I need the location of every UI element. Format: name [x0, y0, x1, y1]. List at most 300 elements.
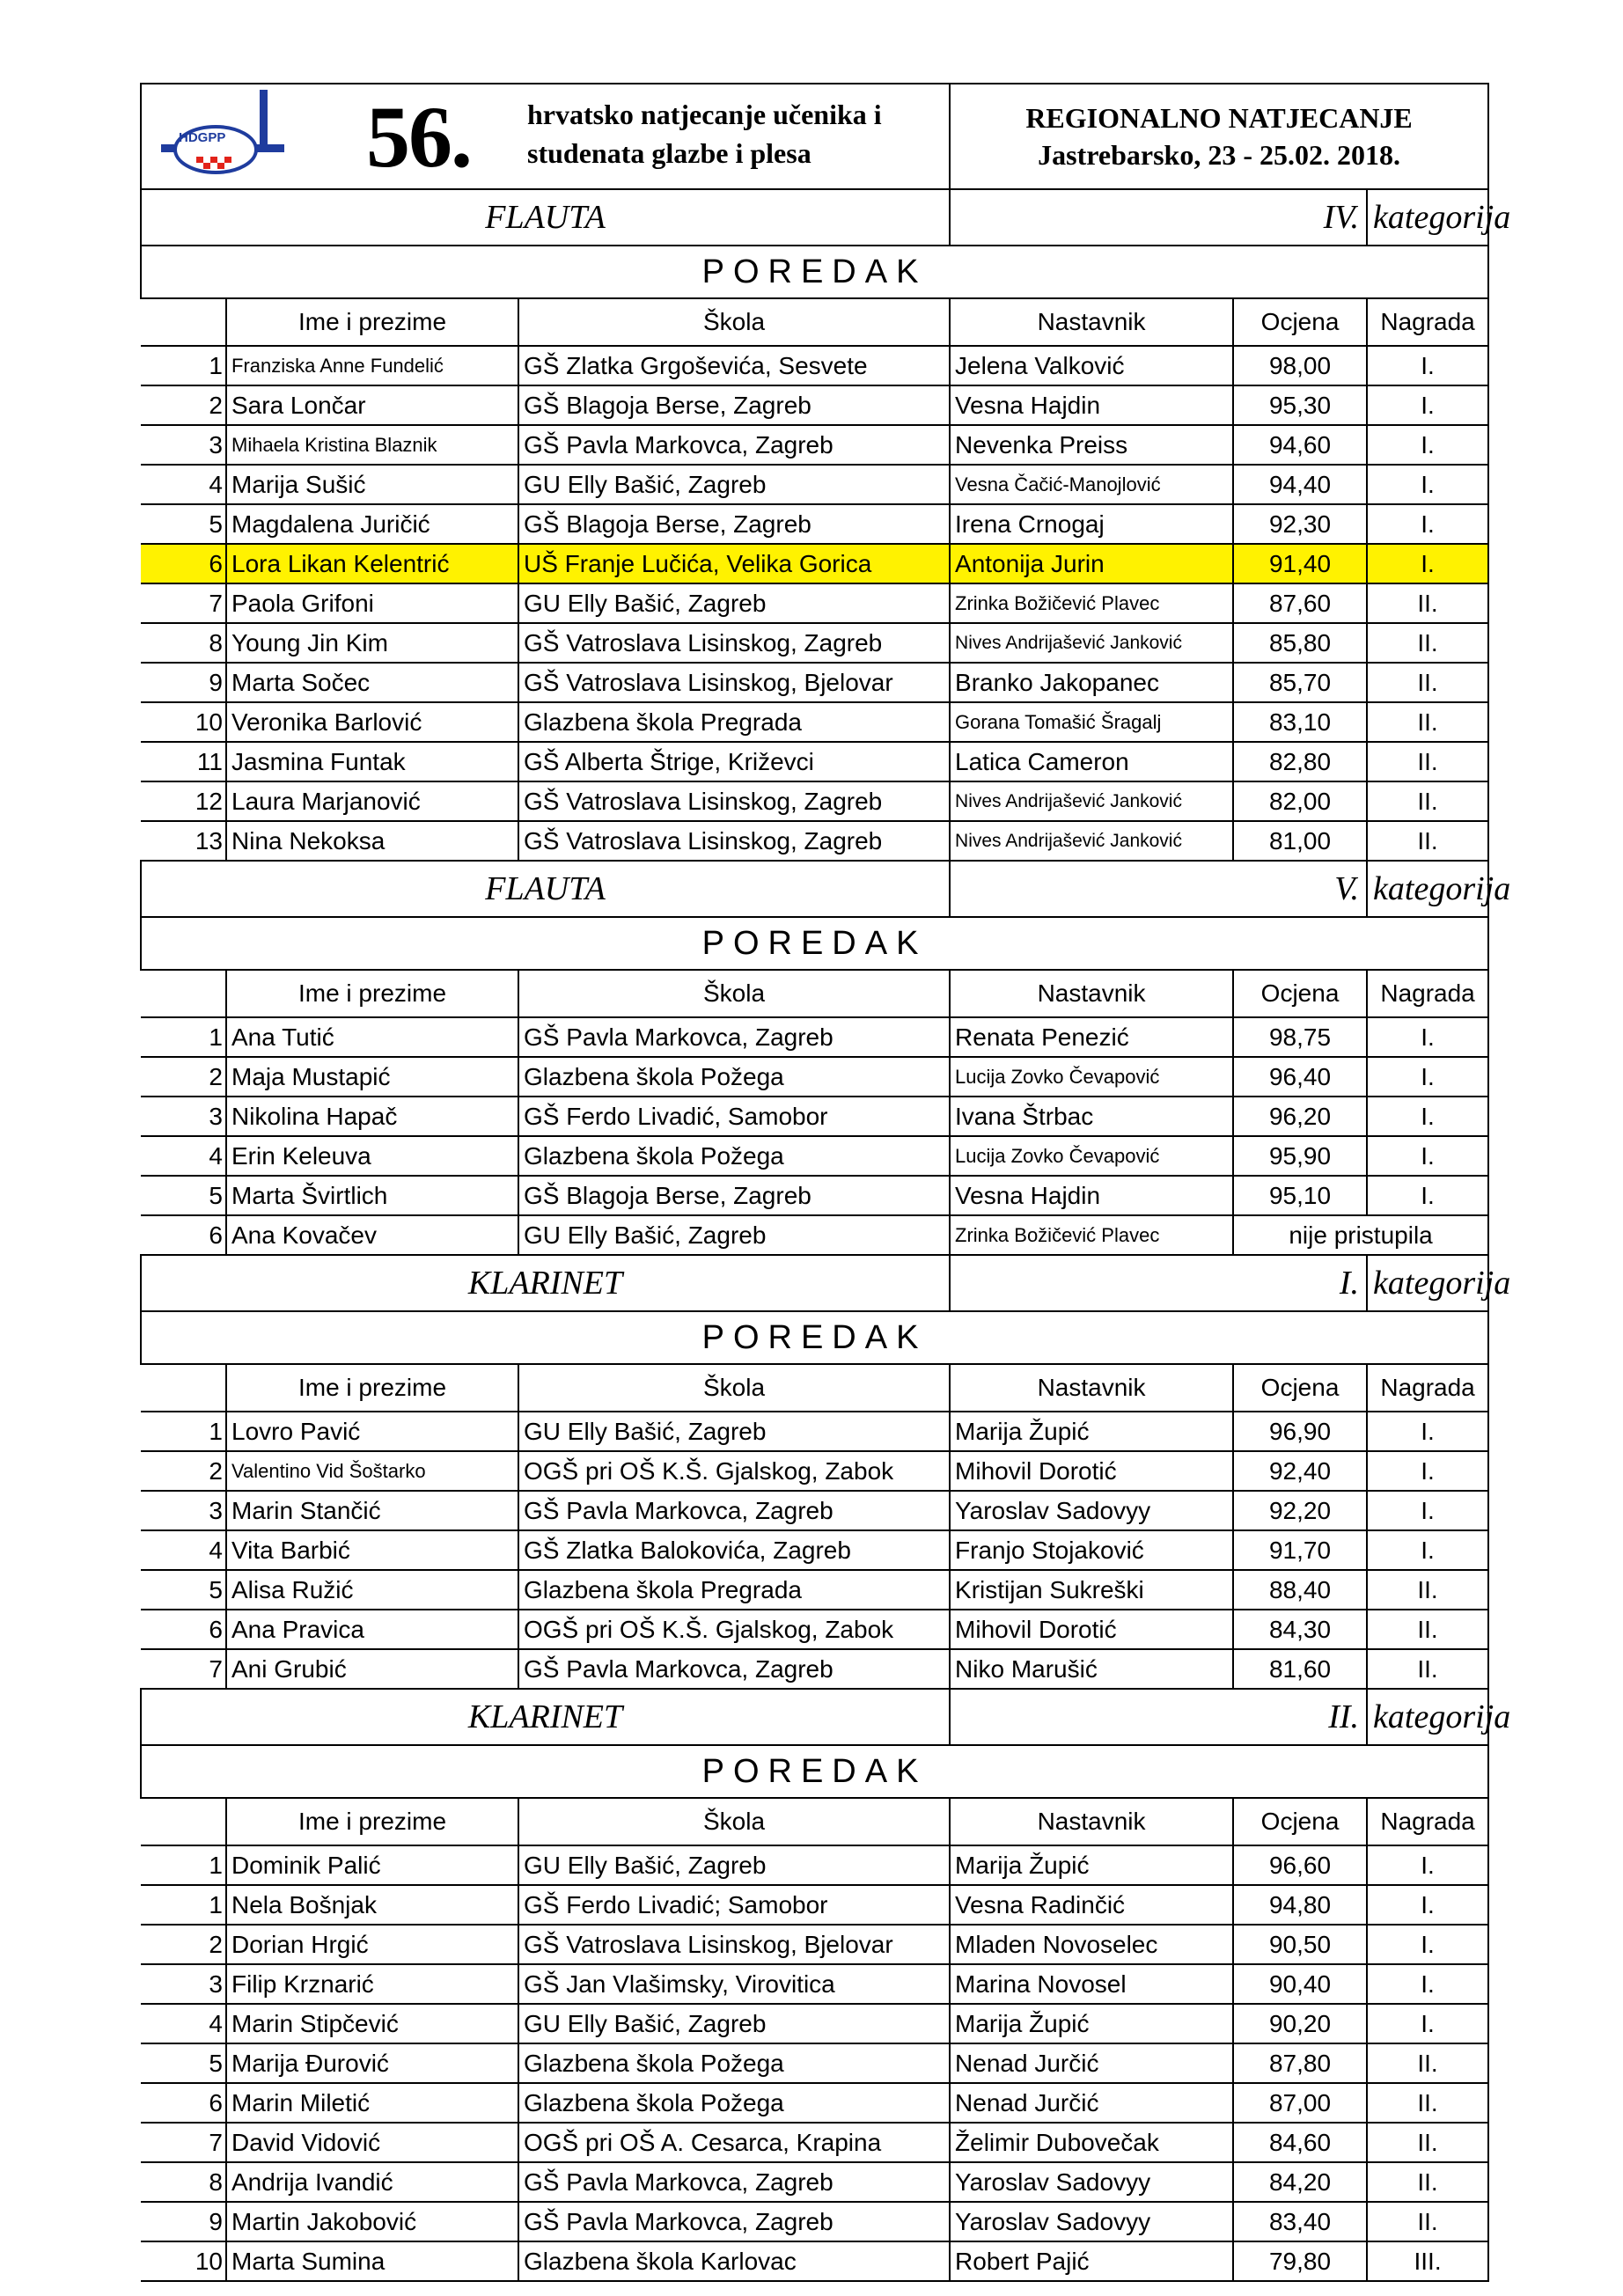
name-cell: Lovro Pavić — [226, 1412, 518, 1451]
instrument-name: FLAUTA — [141, 189, 950, 246]
table-row — [141, 1491, 1488, 1530]
teacher-cell: Vesna Hajdin — [950, 1176, 1233, 1215]
prize-cell: III. — [1367, 2241, 1488, 2281]
score-cell: 82,00 — [1233, 781, 1367, 821]
name-cell: Nina Nekoksa — [226, 821, 518, 861]
name-cell: Dorian Hrgić — [226, 1925, 518, 1964]
teacher-cell: Vesna Hajdin — [950, 385, 1233, 425]
teacher-cell: Yaroslav Sadovyy — [950, 1491, 1233, 1530]
prize-cell: I. — [1367, 465, 1488, 504]
prize-cell: II. — [1367, 2123, 1488, 2162]
name-cell: Jasmina Funtak — [226, 742, 518, 781]
school-cell: GŠ Vatroslava Lisinskog, Bjelovar — [518, 663, 950, 702]
rank-header-blank — [141, 298, 226, 346]
score-cell: 90,40 — [1233, 1964, 1367, 2004]
prize-cell: II. — [1367, 2202, 1488, 2241]
name-cell: Marin Miletić — [226, 2083, 518, 2123]
rank-cell: 1 — [141, 1017, 226, 1057]
score-cell: 95,30 — [1233, 385, 1367, 425]
header-name: Ime i prezime — [226, 1798, 518, 1845]
teacher-cell: Renata Penezić — [950, 1017, 1233, 1057]
rank-header-blank — [141, 1364, 226, 1412]
score-cell: 92,20 — [1233, 1491, 1367, 1530]
category-label: kategorija — [1367, 1255, 1488, 1311]
teacher-cell: Mladen Novoselec — [950, 1925, 1233, 1964]
prize-cell: II. — [1367, 742, 1488, 781]
rank-cell: 4 — [141, 2004, 226, 2043]
name-cell: Marija Đurović — [226, 2043, 518, 2083]
rank-cell: 7 — [141, 1649, 226, 1689]
school-cell: GU Elly Bašić, Zagreb — [518, 1412, 950, 1451]
rank-cell: 2 — [141, 385, 226, 425]
school-cell: GU Elly Bašić, Zagreb — [518, 2004, 950, 2043]
prize-cell: I. — [1367, 1451, 1488, 1491]
rank-cell: 3 — [141, 1491, 226, 1530]
teacher-cell: Yaroslav Sadovyy — [950, 2202, 1233, 2241]
table-row — [141, 1017, 1488, 1057]
teacher-cell: Mihovil Dorotić — [950, 1610, 1233, 1649]
school-cell: Glazbena škola Požega — [518, 2043, 950, 2083]
table-row — [141, 1845, 1488, 1885]
header-score: Ocjena — [1233, 1364, 1367, 1412]
teacher-cell: Kristijan Sukreški — [950, 1570, 1233, 1610]
teacher-cell: Yaroslav Sadovyy — [950, 2162, 1233, 2202]
rank-cell: 1 — [141, 1885, 226, 1925]
table-row — [141, 425, 1488, 465]
score-cell: 87,00 — [1233, 2083, 1367, 2123]
name-cell: Young Jin Kim — [226, 623, 518, 663]
table-row — [141, 1451, 1488, 1491]
header-prize: Nagrada — [1367, 1364, 1488, 1412]
name-cell: Ana Pravica — [226, 1610, 518, 1649]
ranking-label: POREDAK — [141, 1311, 1488, 1364]
table-row — [141, 1610, 1488, 1649]
rank-cell: 5 — [141, 1176, 226, 1215]
school-cell: GŠ Pavla Markovca, Zagreb — [518, 2162, 950, 2202]
rank-cell: 2 — [141, 1451, 226, 1491]
table-row — [141, 663, 1488, 702]
document-header — [141, 84, 1488, 189]
category-label: kategorija — [1367, 861, 1488, 917]
school-cell: Glazbena škola Karlovac — [518, 2241, 950, 2281]
header-school: Škola — [518, 1798, 950, 1845]
results-table — [140, 83, 1511, 2282]
school-cell: GŠ Pavla Markovca, Zagreb — [518, 1649, 950, 1689]
table-row — [141, 1570, 1488, 1610]
score-cell: 94,60 — [1233, 425, 1367, 465]
header-score: Ocjena — [1233, 970, 1367, 1017]
rank-cell: 1 — [141, 1845, 226, 1885]
prize-cell: I. — [1367, 1530, 1488, 1570]
section-heading — [141, 1689, 1488, 1745]
score-cell: 95,10 — [1233, 1176, 1367, 1215]
score-cell: 84,60 — [1233, 2123, 1367, 2162]
rank-cell: 13 — [141, 821, 226, 861]
score-cell: 90,50 — [1233, 1925, 1367, 1964]
instrument-name: FLAUTA — [141, 861, 950, 917]
rank-cell: 7 — [141, 2123, 226, 2162]
score-cell: 88,40 — [1233, 1570, 1367, 1610]
rank-cell: 6 — [141, 544, 226, 583]
school-cell: GŠ Pavla Markovca, Zagreb — [518, 425, 950, 465]
column-header-row — [141, 1364, 1488, 1412]
teacher-cell: Mihovil Dorotić — [950, 1451, 1233, 1491]
school-cell: GŠ Vatroslava Lisinskog, Bjelovar — [518, 1925, 950, 1964]
header-school: Škola — [518, 970, 950, 1017]
table-row — [141, 1649, 1488, 1689]
school-cell: Glazbena škola Pregrada — [518, 1570, 950, 1610]
teacher-cell: Nenad Jurčić — [950, 2083, 1233, 2123]
score-cell: 81,00 — [1233, 821, 1367, 861]
score-cell: 95,90 — [1233, 1136, 1367, 1176]
rank-cell: 10 — [141, 2241, 226, 2281]
school-cell: Glazbena škola Požega — [518, 2083, 950, 2123]
school-cell: GU Elly Bašić, Zagreb — [518, 465, 950, 504]
table-row — [141, 346, 1488, 385]
rank-cell: 6 — [141, 1215, 226, 1255]
score-cell: 90,20 — [1233, 2004, 1367, 2043]
rank-cell: 7 — [141, 583, 226, 623]
name-cell: Laura Marjanović — [226, 781, 518, 821]
school-cell: GŠ Vatroslava Lisinskog, Zagreb — [518, 781, 950, 821]
score-cell: 94,80 — [1233, 1885, 1367, 1925]
school-cell: GŠ Vatroslava Lisinskog, Zagreb — [518, 821, 950, 861]
ranking-heading — [141, 917, 1488, 970]
ranking-label: POREDAK — [141, 246, 1488, 298]
prize-cell: I. — [1367, 2004, 1488, 2043]
table-row — [141, 702, 1488, 742]
header-school: Škola — [518, 298, 950, 346]
name-cell: Ana Tutić — [226, 1017, 518, 1057]
score-cell: 92,40 — [1233, 1451, 1367, 1491]
prize-cell: I. — [1367, 1097, 1488, 1136]
score-cell: 84,20 — [1233, 2162, 1367, 2202]
name-cell: Marta Sumina — [226, 2241, 518, 2281]
category-number: II. — [950, 1689, 1367, 1745]
table-row — [141, 1925, 1488, 1964]
score-cell: 91,40 — [1233, 544, 1367, 583]
competition-title-line2: studenata glazbe i plesa — [527, 137, 812, 169]
prize-cell: II. — [1367, 1649, 1488, 1689]
teacher-cell: Ivana Štrbac — [950, 1097, 1233, 1136]
prize-cell: I. — [1367, 1017, 1488, 1057]
column-header-row — [141, 1798, 1488, 1845]
teacher-cell: Irena Crnogaj — [950, 504, 1233, 544]
rank-cell: 10 — [141, 702, 226, 742]
ranking-label: POREDAK — [141, 1745, 1488, 1798]
teacher-cell: Nives Andrijašević Janković — [950, 821, 1233, 861]
score-cell: 96,20 — [1233, 1097, 1367, 1136]
prize-cell: I. — [1367, 1136, 1488, 1176]
table-row — [141, 1530, 1488, 1570]
score-cell: 96,40 — [1233, 1057, 1367, 1097]
name-cell: Sara Lončar — [226, 385, 518, 425]
score-cell: 85,80 — [1233, 623, 1367, 663]
rank-cell: 3 — [141, 425, 226, 465]
prize-cell: II. — [1367, 1610, 1488, 1649]
event-name: REGIONALNO NATJECANJE — [1025, 102, 1413, 134]
name-cell: Mihaela Kristina Blaznik — [226, 425, 518, 465]
instrument-name: KLARINET — [141, 1689, 950, 1745]
header-name: Ime i prezime — [226, 1364, 518, 1412]
header-teacher: Nastavnik — [950, 298, 1233, 346]
teacher-cell: Vesna Radinčić — [950, 1885, 1233, 1925]
table-row — [141, 2004, 1488, 2043]
school-cell: GŠ Zlatka Balokovića, Zagreb — [518, 1530, 950, 1570]
header-teacher: Nastavnik — [950, 1364, 1233, 1412]
prize-cell: II. — [1367, 821, 1488, 861]
name-cell: Franziska Anne Fundelić — [226, 346, 518, 385]
rank-cell: 5 — [141, 504, 226, 544]
teacher-cell: Robert Pajić — [950, 2241, 1233, 2281]
name-cell: Marija Sušić — [226, 465, 518, 504]
name-cell: Ani Grubić — [226, 1649, 518, 1689]
table-row — [141, 2162, 1488, 2202]
table-row — [141, 1136, 1488, 1176]
rank-cell: 3 — [141, 1097, 226, 1136]
name-cell: Dominik Palić — [226, 1845, 518, 1885]
table-row — [141, 544, 1488, 583]
table-row — [141, 781, 1488, 821]
score-cell: 98,00 — [1233, 346, 1367, 385]
category-label: kategorija — [1367, 189, 1488, 246]
table-row — [141, 583, 1488, 623]
name-cell: Marin Stipčević — [226, 2004, 518, 2043]
table-row — [141, 385, 1488, 425]
ranking-label: POREDAK — [141, 917, 1488, 970]
name-cell: Filip Krznarić — [226, 1964, 518, 2004]
score-cell: 92,30 — [1233, 504, 1367, 544]
score-cell: 96,90 — [1233, 1412, 1367, 1451]
section-heading — [141, 861, 1488, 917]
teacher-cell: Nives Andrijašević Janković — [950, 781, 1233, 821]
table-row — [141, 2043, 1488, 2083]
prize-cell: II. — [1367, 583, 1488, 623]
competition-title — [527, 95, 882, 172]
school-cell: GŠ Pavla Markovca, Zagreb — [518, 1017, 950, 1057]
teacher-cell: Lucija Zovko Čevapović — [950, 1136, 1233, 1176]
teacher-cell: Niko Marušić — [950, 1649, 1233, 1689]
name-cell: Erin Keleuva — [226, 1136, 518, 1176]
score-cell: 87,60 — [1233, 583, 1367, 623]
rank-cell: 5 — [141, 2043, 226, 2083]
score-cell: 83,40 — [1233, 2202, 1367, 2241]
score-cell: 83,10 — [1233, 702, 1367, 742]
prize-cell: II. — [1367, 663, 1488, 702]
table-row — [141, 1964, 1488, 2004]
rank-cell: 5 — [141, 1570, 226, 1610]
name-cell: Nela Bošnjak — [226, 1885, 518, 1925]
teacher-cell: Marija Župić — [950, 1412, 1233, 1451]
name-cell: Nikolina Hapač — [226, 1097, 518, 1136]
column-header-row — [141, 970, 1488, 1017]
name-cell: David Vidović — [226, 2123, 518, 2162]
header-prize: Nagrada — [1367, 1798, 1488, 1845]
prize-cell: I. — [1367, 504, 1488, 544]
header-name: Ime i prezime — [226, 970, 518, 1017]
rank-cell: 9 — [141, 663, 226, 702]
header-score: Ocjena — [1233, 1798, 1367, 1845]
name-cell: Veronika Barlović — [226, 702, 518, 742]
column-header-row — [141, 298, 1488, 346]
prize-cell: II. — [1367, 1570, 1488, 1610]
rank-header-blank — [141, 1798, 226, 1845]
name-cell: Lora Likan Kelentrić — [226, 544, 518, 583]
table-row — [141, 2202, 1488, 2241]
ranking-heading — [141, 1311, 1488, 1364]
table-row — [141, 1885, 1488, 1925]
ranking-heading — [141, 1745, 1488, 1798]
instrument-name: KLARINET — [141, 1255, 950, 1311]
teacher-cell: Gorana Tomašić Šragalj — [950, 702, 1233, 742]
teacher-cell: Antonija Jurin — [950, 544, 1233, 583]
header-prize: Nagrada — [1367, 970, 1488, 1017]
school-cell: OGŠ pri OŠ K.Š. Gjalskog, Zabok — [518, 1451, 950, 1491]
school-cell: OGŠ pri OŠ A. Cesarca, Krapina — [518, 2123, 950, 2162]
score-cell: 82,80 — [1233, 742, 1367, 781]
table-row — [141, 504, 1488, 544]
rank-cell: 1 — [141, 346, 226, 385]
teacher-cell: Zrinka Božičević Plavec — [950, 583, 1233, 623]
teacher-cell: Marija Župić — [950, 1845, 1233, 1885]
prize-cell: II. — [1367, 781, 1488, 821]
table-row — [141, 623, 1488, 663]
teacher-cell: Latica Cameron — [950, 742, 1233, 781]
school-cell: GŠ Blagoja Berse, Zagreb — [518, 1176, 950, 1215]
name-cell: Vita Barbić — [226, 1530, 518, 1570]
prize-cell: II. — [1367, 2083, 1488, 2123]
rank-cell: 3 — [141, 1964, 226, 2004]
school-cell: UŠ Franje Lučića, Velika Gorica — [518, 544, 950, 583]
header-teacher: Nastavnik — [950, 1798, 1233, 1845]
school-cell: GŠ Blagoja Berse, Zagreb — [518, 385, 950, 425]
name-cell: Martin Jakobović — [226, 2202, 518, 2241]
prize-cell: II. — [1367, 623, 1488, 663]
prize-cell: I. — [1367, 544, 1488, 583]
rank-cell: 4 — [141, 1136, 226, 1176]
prize-cell: I. — [1367, 1057, 1488, 1097]
school-cell: Glazbena škola Požega — [518, 1136, 950, 1176]
prize-cell: I. — [1367, 1176, 1488, 1215]
name-cell: Marin Stančić — [226, 1491, 518, 1530]
competition-title-line1: hrvatsko natjecanje učenika i — [527, 99, 882, 130]
teacher-cell: Nenad Jurčić — [950, 2043, 1233, 2083]
name-cell: Maja Mustapić — [226, 1057, 518, 1097]
table-row — [141, 1097, 1488, 1136]
school-cell: GŠ Ferdo Livadić, Samobor — [518, 1097, 950, 1136]
section-heading — [141, 1255, 1488, 1311]
table-row — [141, 742, 1488, 781]
score-cell: 87,80 — [1233, 2043, 1367, 2083]
ranking-heading — [141, 246, 1488, 298]
table-row — [141, 465, 1488, 504]
name-cell: Paola Grifoni — [226, 583, 518, 623]
teacher-cell: Franjo Stojaković — [950, 1530, 1233, 1570]
school-cell: Glazbena škola Pregrada — [518, 702, 950, 742]
table-row — [141, 1412, 1488, 1451]
table-row — [141, 2241, 1488, 2281]
category-number: IV. — [950, 189, 1367, 246]
rank-cell: 2 — [141, 1057, 226, 1097]
category-number: I. — [950, 1255, 1367, 1311]
rank-cell: 4 — [141, 1530, 226, 1570]
prize-cell: II. — [1367, 702, 1488, 742]
school-cell: GŠ Ferdo Livadić; Samobor — [518, 1885, 950, 1925]
teacher-cell: Lucija Zovko Čevapović — [950, 1057, 1233, 1097]
school-cell: GŠ Blagoja Berse, Zagreb — [518, 504, 950, 544]
logo-label: HDGPP — [179, 130, 226, 145]
absence-note: nije pristupila — [1233, 1215, 1488, 1255]
name-cell: Valentino Vid Šoštarko — [226, 1451, 518, 1491]
rank-cell: 4 — [141, 465, 226, 504]
school-cell: Glazbena škola Požega — [518, 1057, 950, 1097]
score-cell: 94,40 — [1233, 465, 1367, 504]
name-cell: Magdalena Juričić — [226, 504, 518, 544]
teacher-cell: Marina Novosel — [950, 1964, 1233, 2004]
prize-cell: I. — [1367, 385, 1488, 425]
name-cell: Marta Sočec — [226, 663, 518, 702]
school-cell: OGŠ pri OŠ K.Š. Gjalskog, Zabok — [518, 1610, 950, 1649]
teacher-cell: Marija Župić — [950, 2004, 1233, 2043]
school-cell: GŠ Pavla Markovca, Zagreb — [518, 1491, 950, 1530]
prize-cell: I. — [1367, 1964, 1488, 2004]
school-cell: GŠ Alberta Štrige, Križevci — [518, 742, 950, 781]
school-cell: GŠ Jan Vlašimsky, Virovitica — [518, 1964, 950, 2004]
prize-cell: II. — [1367, 2162, 1488, 2202]
rank-cell: 8 — [141, 2162, 226, 2202]
rank-cell: 6 — [141, 2083, 226, 2123]
rank-cell: 11 — [141, 742, 226, 781]
rank-cell: 12 — [141, 781, 226, 821]
rank-cell: 9 — [141, 2202, 226, 2241]
teacher-cell: Nives Andrijašević Janković — [950, 623, 1233, 663]
school-cell: GU Elly Bašić, Zagreb — [518, 583, 950, 623]
prize-cell: I. — [1367, 1925, 1488, 1964]
header-teacher: Nastavnik — [950, 970, 1233, 1017]
school-cell: GU Elly Bašić, Zagreb — [518, 1845, 950, 1885]
results-sheet — [140, 83, 1511, 2282]
school-cell: GŠ Vatroslava Lisinskog, Zagreb — [518, 623, 950, 663]
teacher-cell: Zrinka Božičević Plavec — [950, 1215, 1233, 1255]
prize-cell: I. — [1367, 1412, 1488, 1451]
name-cell: Alisa Ružić — [226, 1570, 518, 1610]
teacher-cell: Vesna Čačić-Manojlović — [950, 465, 1233, 504]
event-place-date: Jastrebarsko, 23 - 25.02. 2018. — [1038, 139, 1400, 171]
edition-number: 56. — [366, 88, 471, 186]
rank-cell: 2 — [141, 1925, 226, 1964]
table-row — [141, 1176, 1488, 1215]
prize-cell: II. — [1367, 2043, 1488, 2083]
score-cell: 85,70 — [1233, 663, 1367, 702]
table-row — [141, 1215, 1488, 1255]
rank-cell: 8 — [141, 623, 226, 663]
school-cell: GU Elly Bašić, Zagreb — [518, 1215, 950, 1255]
name-cell: Ana Kovačev — [226, 1215, 518, 1255]
teacher-cell: Branko Jakopanec — [950, 663, 1233, 702]
score-cell: 81,60 — [1233, 1649, 1367, 1689]
rank-header-blank — [141, 970, 226, 1017]
header-name: Ime i prezime — [226, 298, 518, 346]
teacher-cell: Nevenka Preiss — [950, 425, 1233, 465]
prize-cell: I. — [1367, 346, 1488, 385]
score-cell: 91,70 — [1233, 1530, 1367, 1570]
score-cell: 96,60 — [1233, 1845, 1367, 1885]
table-row — [141, 1057, 1488, 1097]
prize-cell: I. — [1367, 1491, 1488, 1530]
prize-cell: I. — [1367, 1885, 1488, 1925]
score-cell: 79,80 — [1233, 2241, 1367, 2281]
table-row — [141, 2123, 1488, 2162]
